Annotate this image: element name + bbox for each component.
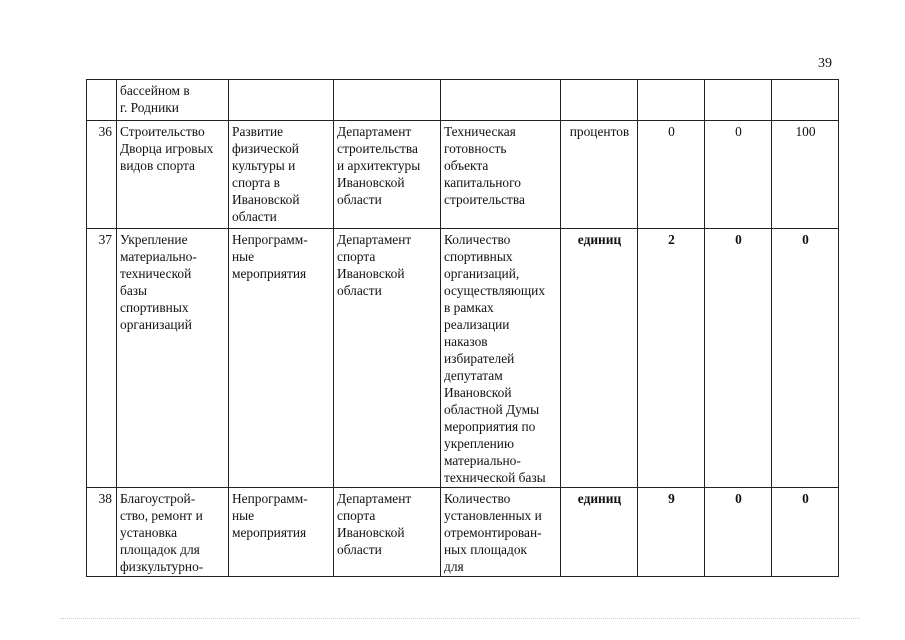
value-cell-3 (772, 80, 839, 121)
scan-noise-line (60, 618, 860, 620)
value-cell-2: 0 (705, 121, 772, 229)
object-cell: Строительство Дворца игровых видов спорта (117, 121, 229, 229)
unit-cell (561, 80, 638, 121)
value-cell-3: 0 (772, 488, 839, 577)
department-cell: Департамент спорта Ивановской области (334, 488, 441, 577)
indicator-cell: Техническая готовность объекта капитального строительства (441, 121, 561, 229)
table-row (87, 488, 839, 577)
object-cell: Благоустрой- ство, ремонт и установка площадок для физкультурно- (117, 488, 229, 577)
unit-cell: единиц (561, 229, 638, 488)
program-cell: Развитие физической культуры и спорта в Ивановской области (229, 121, 334, 229)
program-cell (229, 80, 334, 121)
row-number: 38 (87, 488, 117, 577)
value-cell-2: 0 (705, 229, 772, 488)
department-cell: Департамент спорта Ивановской области (334, 229, 441, 488)
row-number: 36 (87, 121, 117, 229)
indicator-cell: Количество установленных и отремонтирован- ных площадок для (441, 488, 561, 577)
value-cell-1: 0 (638, 121, 705, 229)
value-cell-3: 100 (772, 121, 839, 229)
value-cell-2 (705, 80, 772, 121)
unit-cell: единиц (561, 488, 638, 577)
value-cell-3: 0 (772, 229, 839, 488)
department-cell: Департамент строительства и архитектуры Ивановской области (334, 121, 441, 229)
program-cell: Непрограмм- ные мероприятия (229, 229, 334, 488)
page-number: 39 (818, 56, 832, 71)
row-number: 37 (87, 229, 117, 488)
indicator-cell (441, 80, 561, 121)
value-cell-2: 0 (705, 488, 772, 577)
table-row (87, 80, 839, 121)
value-cell-1: 9 (638, 488, 705, 577)
table-row (87, 229, 839, 488)
row-number (87, 80, 117, 121)
indicator-cell: Количество спортивных организаций, осуществляющих в рамках реализации наказов избирателей депутатам Ивановской областной Думы мероприятия по укреплению материально- технической базы (441, 229, 561, 488)
object-cell: бассейном в г. Родники (117, 80, 229, 121)
program-table (86, 79, 839, 577)
object-cell: Укрепление материально- технической базы спортивных организаций (117, 229, 229, 488)
value-cell-1 (638, 80, 705, 121)
table-row (87, 121, 839, 229)
unit-cell: процентов (561, 121, 638, 229)
program-cell: Непрограмм- ные мероприятия (229, 488, 334, 577)
value-cell-1: 2 (638, 229, 705, 488)
department-cell (334, 80, 441, 121)
